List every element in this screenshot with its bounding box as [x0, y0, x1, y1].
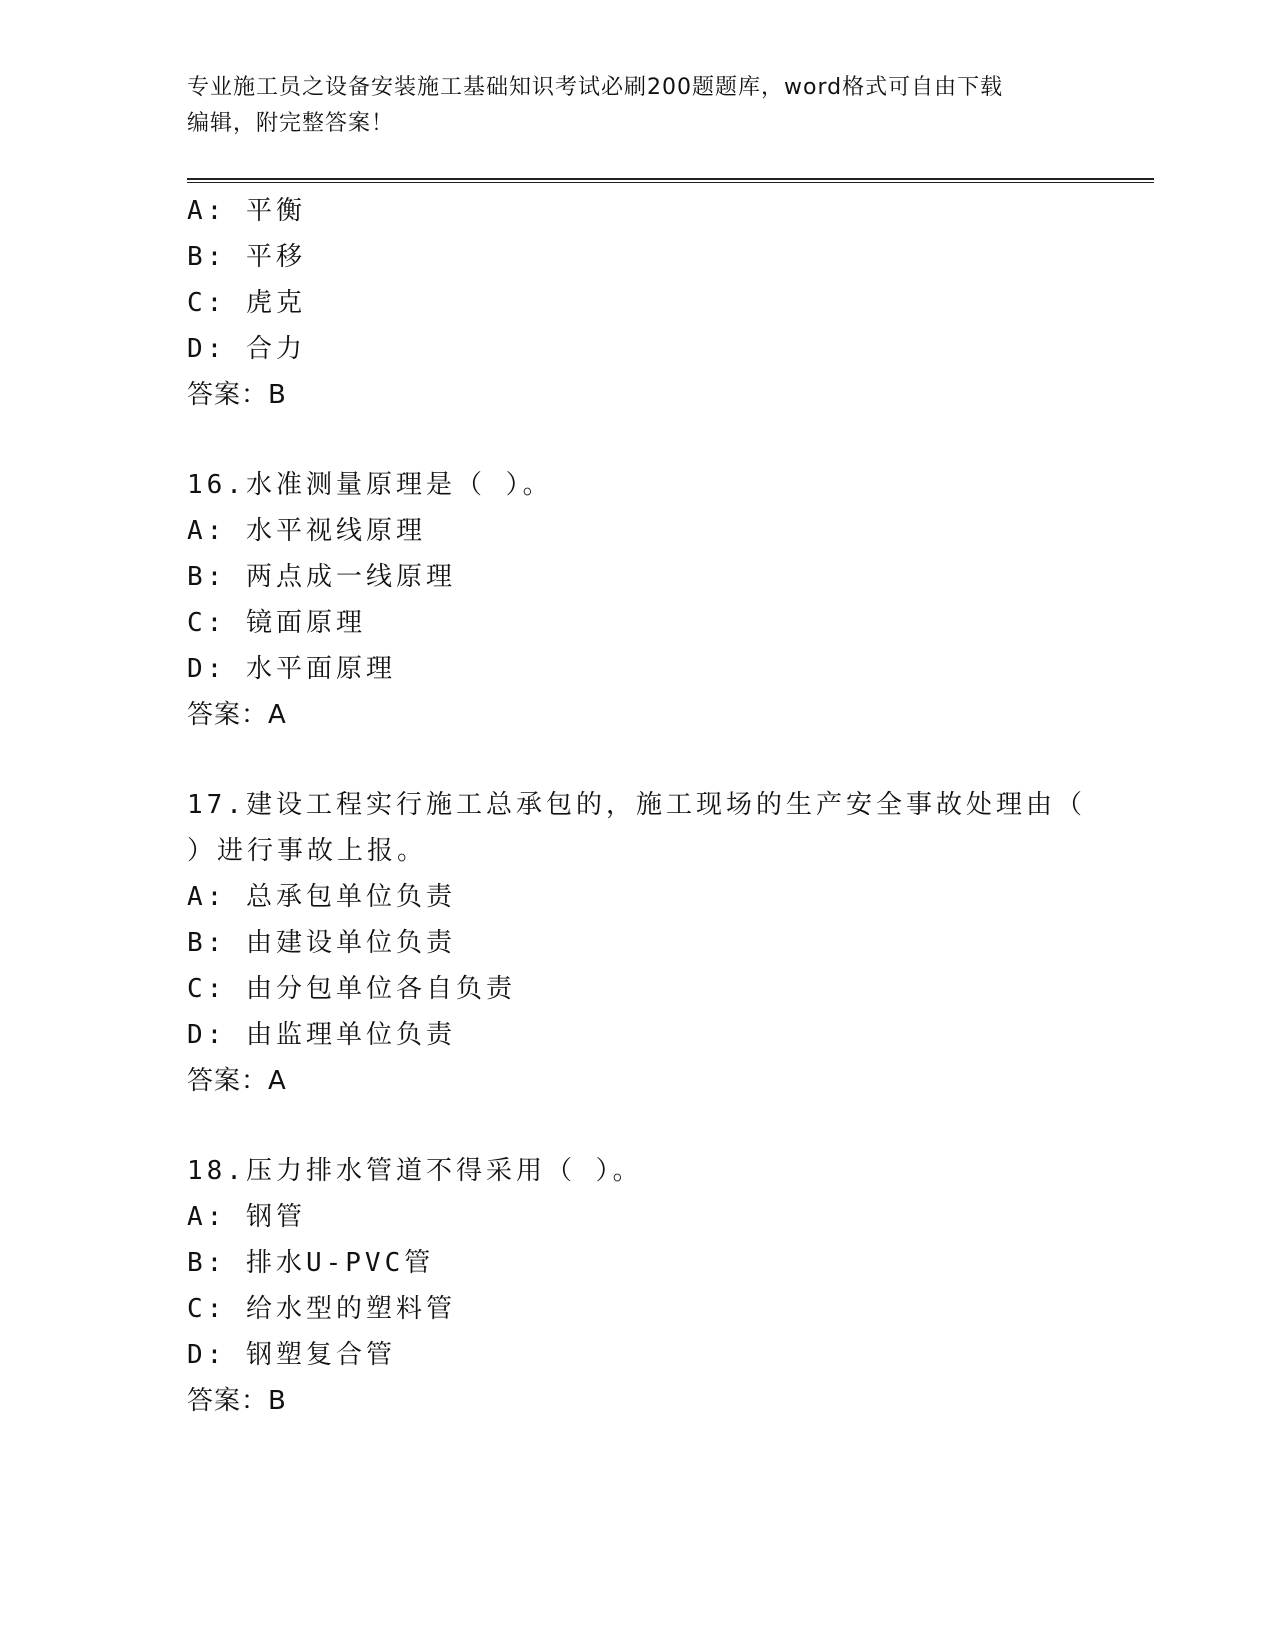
document-header — [187, 70, 1067, 142]
option-a: A: 平衡 — [187, 196, 306, 226]
question-block-17 — [187, 782, 1087, 1104]
option-a: A: 水平视线原理 — [187, 516, 426, 546]
option-b: B: 平移 — [187, 242, 306, 272]
answer-label: 答案： — [187, 700, 269, 730]
answer-line — [187, 1058, 1087, 1104]
answer-value: A — [268, 1066, 286, 1096]
option-a: A: 总承包单位负责 — [187, 882, 456, 912]
question-text-line-1: 17.建设工程实行施工总承包的，施工现场的生产安全事故处理由（ — [187, 790, 1086, 820]
header-title-line-2: 编辑，附完整答案！ — [187, 111, 395, 136]
option-c: C: 镜面原理 — [187, 608, 366, 638]
option-d: D: 合力 — [187, 334, 306, 364]
question-text-line-2: ）进行事故上报。 — [187, 836, 428, 866]
question-block-18 — [187, 1148, 1087, 1424]
spacer — [187, 738, 1087, 782]
option-b: B: 排水U-PVC管 — [187, 1248, 435, 1278]
option-c: C: 虎克 — [187, 288, 306, 318]
option-b: B: 两点成一线原理 — [187, 562, 456, 592]
question-block-15 — [187, 188, 1087, 418]
question-text: 16.水准测量原理是（ ）。 — [187, 470, 553, 500]
option-a: A: 钢管 — [187, 1202, 306, 1232]
answer-label: 答案： — [187, 1066, 269, 1096]
option-d: D: 水平面原理 — [187, 654, 396, 684]
answer-label: 答案： — [187, 1386, 269, 1416]
answer-label: 答案： — [187, 380, 269, 410]
answer-line — [187, 692, 1087, 738]
answer-value: A — [268, 700, 286, 730]
answer-value: B — [268, 380, 286, 410]
question-list — [187, 188, 1087, 1424]
answer-line — [187, 372, 1087, 418]
option-c: C: 给水型的塑料管 — [187, 1294, 456, 1324]
option-d: D: 钢塑复合管 — [187, 1340, 396, 1370]
header-title-line-1: 专业施工员之设备安装施工基础知识考试必刷200题题库，word格式可自由下载 — [187, 75, 1004, 100]
spacer — [187, 1104, 1087, 1148]
question-text: 18.压力排水管道不得采用（ ）。 — [187, 1156, 643, 1186]
option-c: C: 由分包单位各自负责 — [187, 974, 516, 1004]
option-d: D: 由监理单位负责 — [187, 1020, 456, 1050]
question-block-16 — [187, 462, 1087, 738]
option-b: B: 由建设单位负责 — [187, 928, 456, 958]
answer-line — [187, 1378, 1087, 1424]
answer-value: B — [268, 1386, 286, 1416]
header-divider — [187, 178, 1154, 183]
spacer — [187, 418, 1087, 462]
